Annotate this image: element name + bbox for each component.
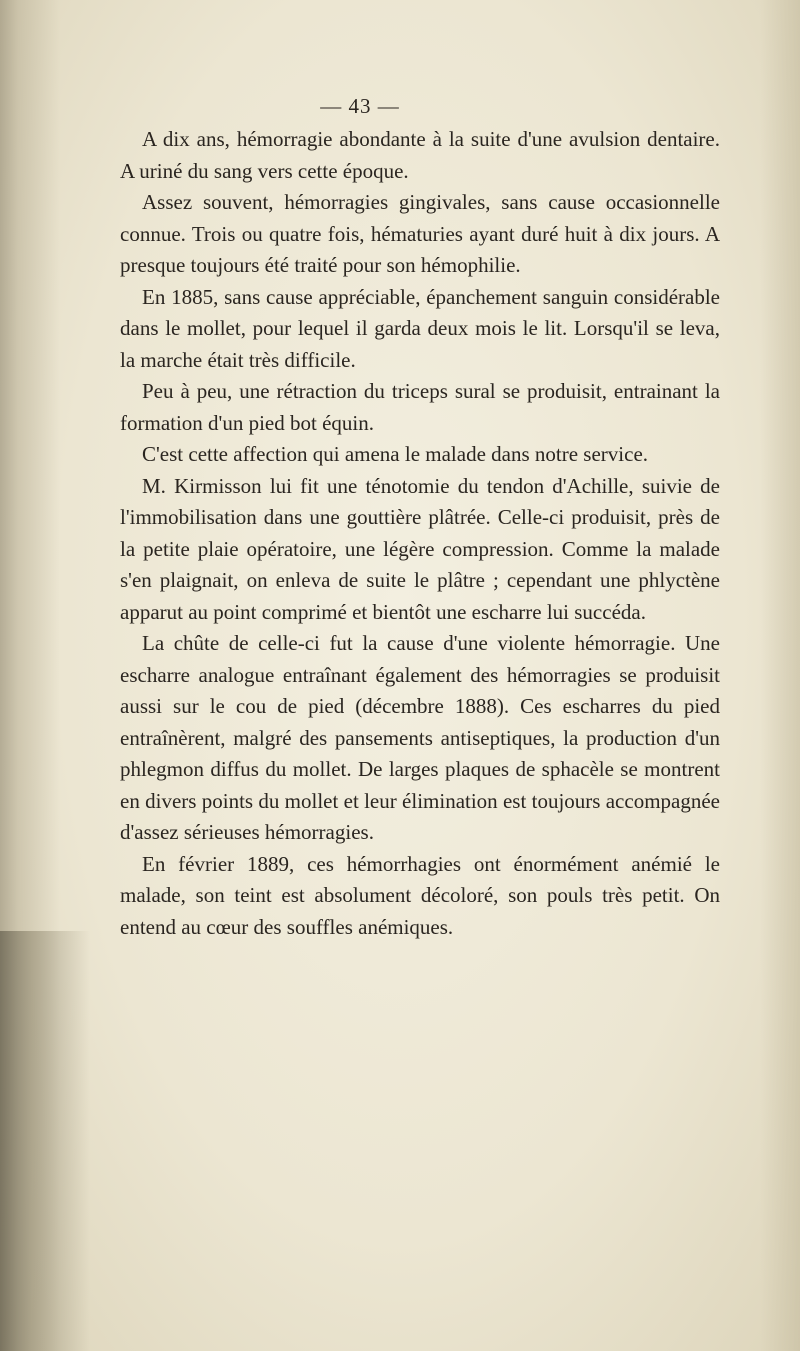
paragraph: C'est cette affection qui amena le malade dans notre service. — [142, 442, 649, 466]
paragraph: La chûte de celle-ci fut la cause d'une violente hémorragie. Une escharre analogue entraînant également des hémorragies se produisit aussi sur le cou de pied (décembre 1888). Ces escharres du pied entraînèrent, malgré des pansements antiseptiques, la production d'un phlegmon diffus du mollet. De larges plaques de sphacèle se montrent en divers points du mollet et leur élimination est toujours accompagnée d'assez sérieuses hémorragies. — [120, 631, 720, 844]
paragraph: Peu à peu, une rétraction du triceps sural se produisit, entrainant la formation d'un pied bot équin. — [120, 379, 720, 435]
paragraph: En février 1889, ces hémorrhagies ont énormément anémié le malade, son teint est absolument décoloré, son pouls très petit. On entend au cœur des souffles anémiques. — [120, 851, 720, 939]
paragraph: A dix ans, hémorragie abondante à la suite d'une avulsion dentaire. A uriné du sang vers cette époque. — [120, 127, 720, 183]
page-number: — 43 — — [320, 94, 400, 118]
paragraph: M. Kirmisson lui fit une ténotomie du tendon d'Achille, suivie de l'immobilisation dans une gouttière plâtrée. Celle-ci produisit, près de la petite plaie opératoire, une légère compression. Comme la malade s'en plaignait, on enleva de suite le plâtre ; cependant une phlyctène apparut au point comprimé et bientôt une escharre lui succéda. — [120, 473, 720, 624]
page-shadow-right — [760, 0, 800, 1351]
paragraph: En 1885, sans cause appréciable, épanchement sanguin considérable dans le mollet, pour lequel il garda deux mois le lit. Lorsqu'il se leva, la marche était très difficile. — [120, 284, 720, 372]
body-text — [120, 124, 720, 943]
page-shadow-bottom-left — [0, 931, 90, 1351]
paragraph: Assez souvent, hémorragies gingivales, sans cause occasionnelle connue. Trois ou quatre fois, hématuries ayant duré huit à dix jours. A presque toujours été traité pour son hémophilie. — [120, 190, 720, 277]
